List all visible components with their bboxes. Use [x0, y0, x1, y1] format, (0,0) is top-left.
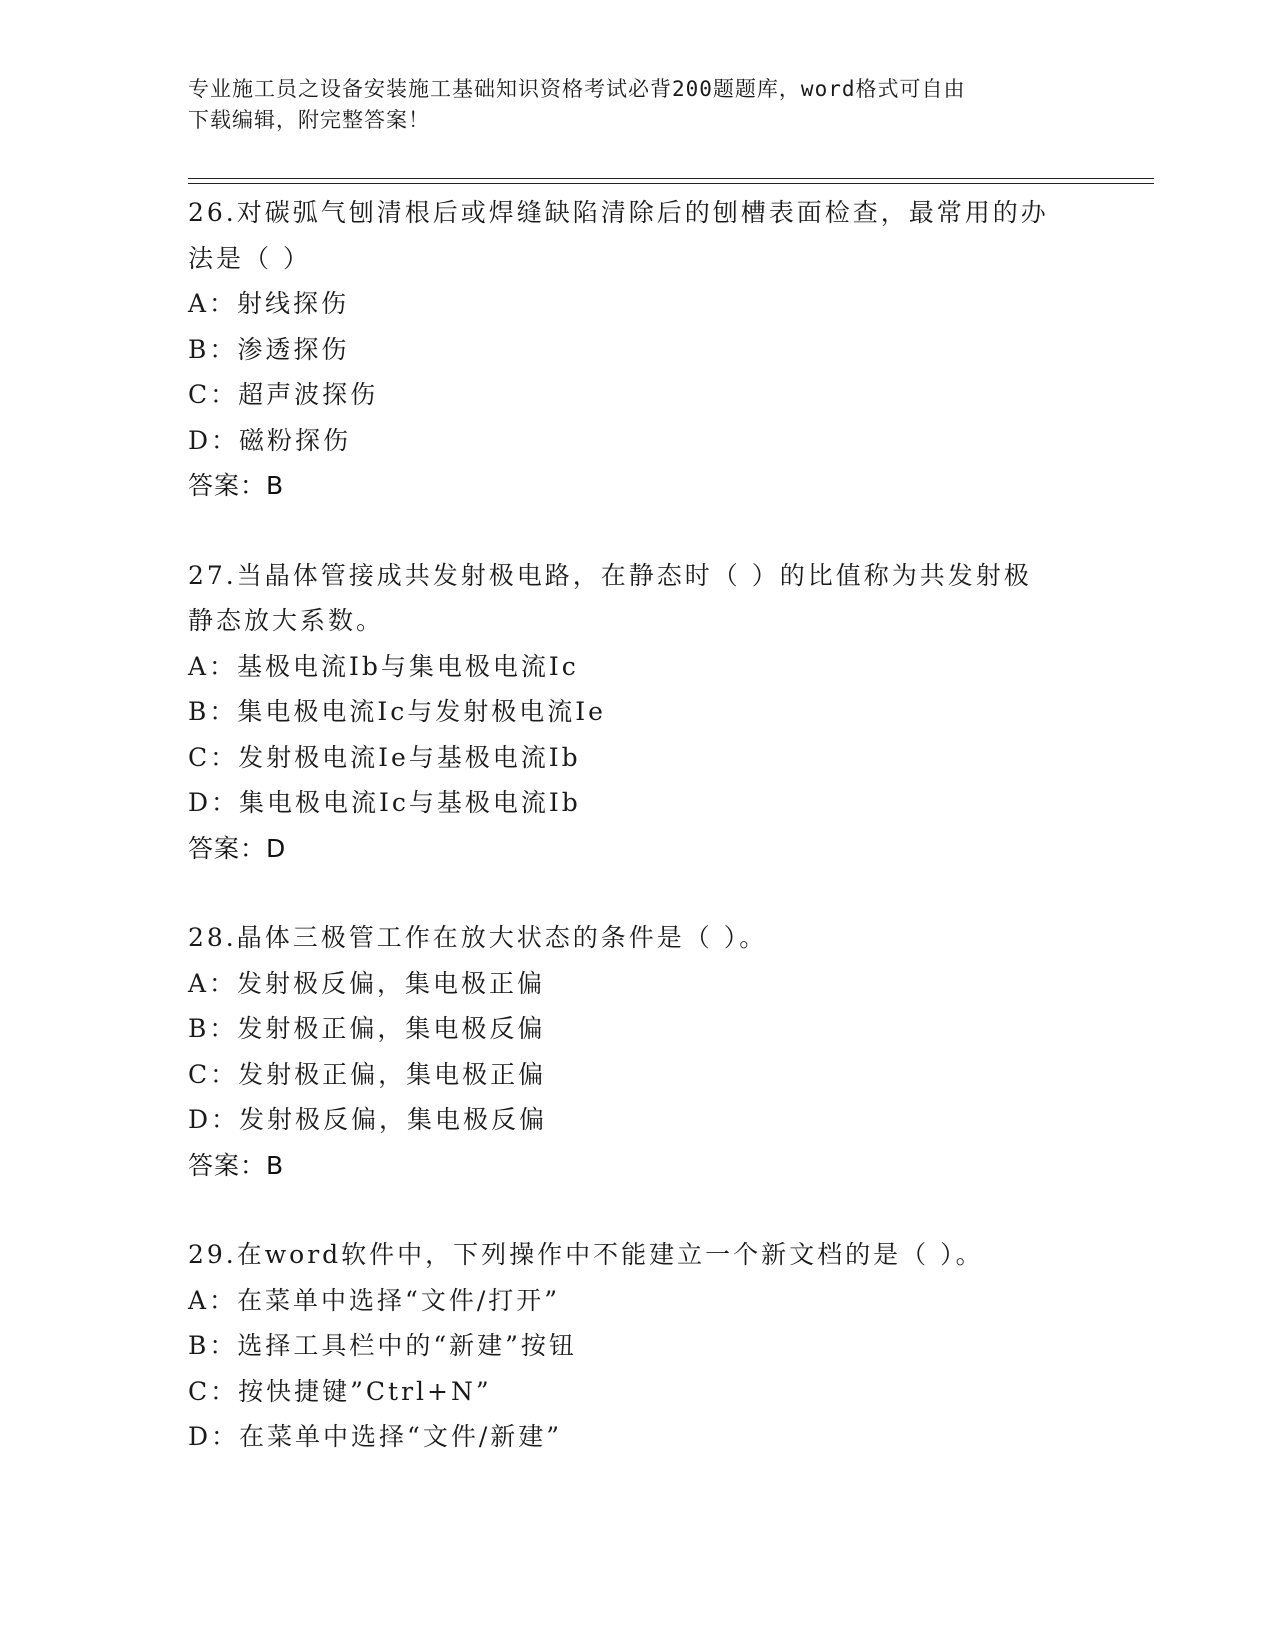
question-text-line: 28.晶体三极管工作在放大状态的条件是（ ）。	[188, 923, 768, 952]
option-d: D：磁粉探伤	[188, 425, 352, 455]
option-d: D：在菜单中选择“文件/新建”	[188, 1422, 563, 1451]
question-text-line: 26.对碳弧气刨清根后或焊缝缺陷清除后的刨槽表面检查，最常用的办	[188, 198, 1049, 227]
header-divider-bottom	[188, 183, 1154, 184]
answer-label: 答案：B	[188, 471, 285, 500]
question-28	[188, 915, 1088, 1188]
document-header	[188, 74, 1088, 136]
option-c: C：发射极正偏，集电极正偏	[188, 1059, 547, 1089]
header-divider-top	[188, 178, 1154, 179]
option-b: B：集电极电流Ic与发射极电流Ie	[188, 697, 606, 726]
question-text-line: 27.当晶体管接成共发射极电路，在静态时（ ）的比值称为共发射极	[188, 560, 1032, 590]
option-a: A：射线探伤	[188, 289, 350, 318]
answer-label: 答案：B	[188, 1150, 285, 1180]
option-b: B：渗透探伤	[188, 334, 350, 364]
option-c: C：按快捷键”Ctrl+N”	[188, 1376, 492, 1406]
option-b: B：发射极正偏，集电极反偏	[188, 1014, 546, 1043]
option-a: A：发射极反偏，集电极正偏	[188, 968, 546, 998]
header-line-1: 专业施工员之设备安装施工基础知识资格考试必背200题题库，word格式可自由	[188, 77, 966, 101]
option-d: D：发射极反偏，集电极反偏	[188, 1105, 548, 1134]
option-c: C：超声波探伤	[188, 380, 379, 409]
option-a: A：基极电流Ib与集电极电流Ic	[188, 651, 579, 681]
question-text-line: 静态放大系数。	[188, 606, 385, 635]
option-b: B：选择工具栏中的“新建”按钮	[188, 1331, 577, 1360]
question-26	[188, 190, 1088, 509]
question-text-line: 29.在word软件中，下列操作中不能建立一个新文档的是（ ）。	[188, 1240, 984, 1269]
question-list	[188, 190, 1088, 1504]
option-a: A：在菜单中选择“文件/打开”	[188, 1285, 561, 1315]
question-29	[188, 1232, 1088, 1460]
answer-label: 答案：D	[188, 833, 287, 863]
question-text-line: 法是（ ）	[188, 243, 311, 273]
option-c: C：发射极电流Ie与基极电流Ib	[188, 742, 581, 772]
header-line-2: 下载编辑，附完整答案！	[188, 108, 430, 132]
option-d: D：集电极电流Ic与基极电流Ib	[188, 788, 581, 817]
question-27	[188, 553, 1088, 872]
